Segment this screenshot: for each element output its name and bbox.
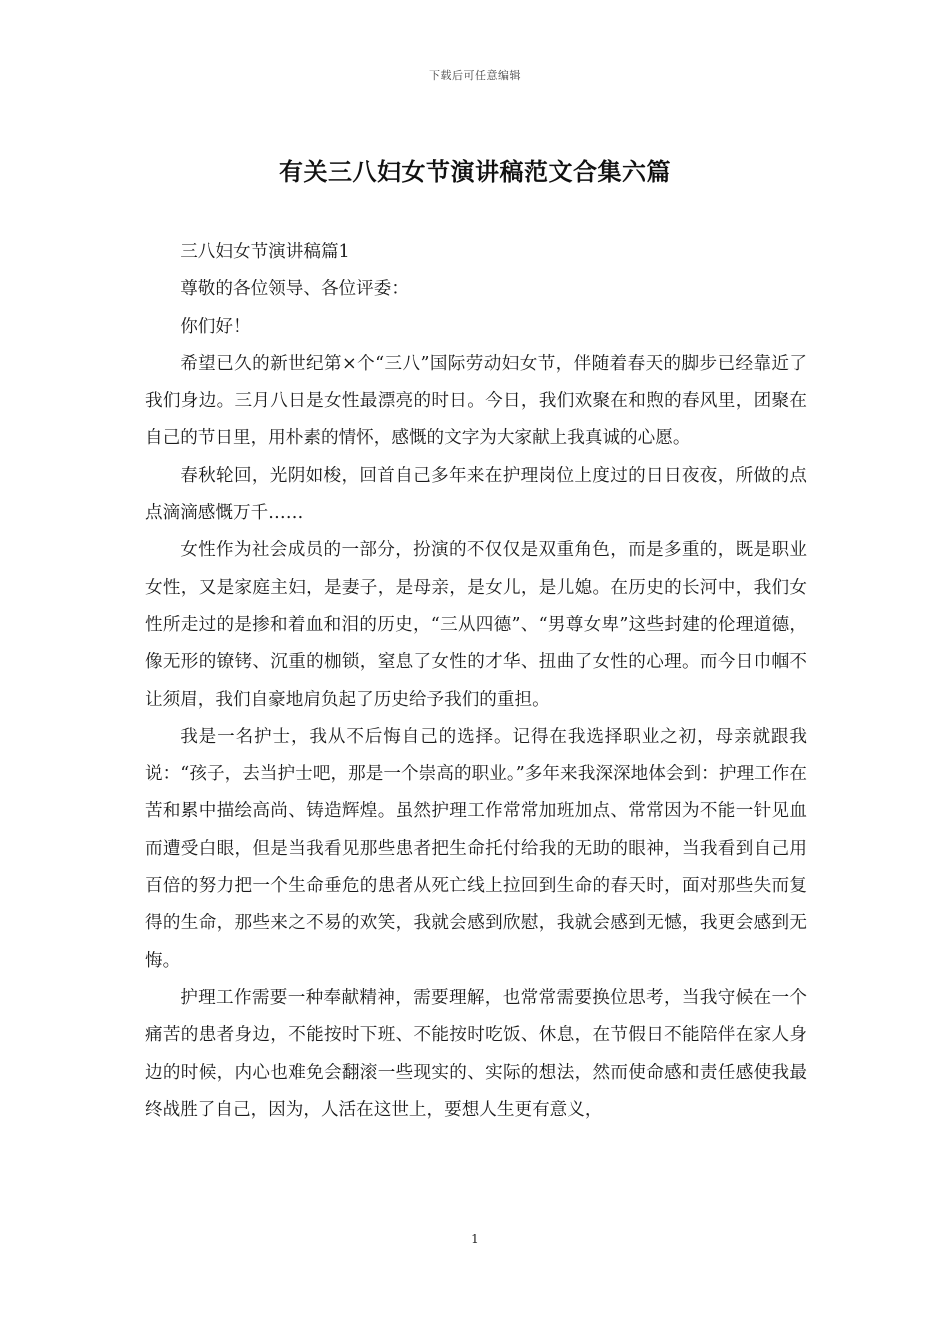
body-paragraph: 护理工作需要一种奉献精神，需要理解，也常常需要换位思考，当我守候在一个痛苦的患者身边，不能按时下班、不能按时吃饭、休息，在节假日不能陪伴在家人身边的时候，内心也难免会翻滚一些现实的、实际的想法，然而使命感和责任感使我最终战胜了自己，因为，人活在这世上，要想人生更有意义， <box>145 987 807 1120</box>
document-body <box>145 234 807 1129</box>
document-title: 有关三八妇女节演讲稿范文合集六篇 <box>279 157 671 186</box>
body-paragraph: 希望已久的新世纪第×个“三八”国际劳动妇女节，伴随着春天的脚步已经靠近了我们身边。三月八日是女性最漂亮的时日。今日，我们欢聚在和煦的春风里，团聚在自己的节日里，用朴素的情怀，感慨的文字为大家献上我真诚的心愿。 <box>145 353 807 449</box>
header-note: 下载后可任意编辑 <box>429 69 521 82</box>
salutation: 尊敬的各位领导、各位评委： <box>180 279 409 300</box>
page-number: 1 <box>471 1232 479 1246</box>
body-paragraph: 女性作为社会成员的一部分，扮演的不仅仅是双重角色，而是多重的，既是职业女性，又是家庭主妇，是妻子，是母亲，是女儿，是儿媳。在历史的长河中，我们女性所走过的是掺和着血和泪的历史，“三从四德”、“男尊女卑”这些封建的伦理道德，像无形的镣铐、沉重的枷锁，窒息了女性的才华、扭曲了女性的心理。而今日巾帼不让须眉，我们自豪地肩负起了历史给予我们的重担。 <box>145 540 807 710</box>
body-paragraph: 春秋轮回，光阴如梭，回首自己多年来在护理岗位上度过的日日夜夜，所做的点点滴滴感慨万千…… <box>145 465 807 524</box>
body-paragraph: 我是一名护士，我从不后悔自己的选择。记得在我选择职业之初，母亲就跟我说：“孩子，去当护士吧，那是一个崇高的职业。”多年来我深深地体会到：护理工作在苦和累中描绘高尚、铸造辉煌。虽然护理工作常常加班加点、常常因为不能一针见血而遭受白眼，但是当我看见那些患者把生命托付给我的无助的眼神，当我看到自己用百倍的努力把一个生命垂危的患者从死亡线上拉回到生命的春天时，面对那些失而复得的生命，那些来之不易的欢笑，我就会感到欣慰，我就会感到无憾，我更会感到无悔。 <box>145 726 807 971</box>
greeting: 你们好！ <box>180 316 251 337</box>
section-heading: 三八妇女节演讲稿篇1 <box>180 242 350 262</box>
